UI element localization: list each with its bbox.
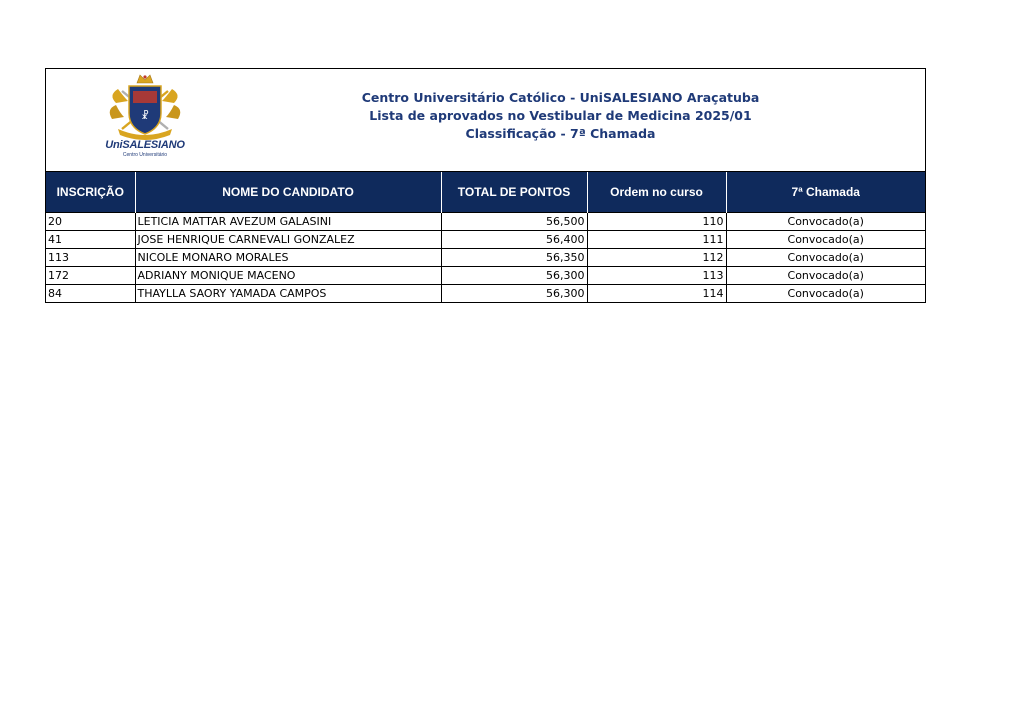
cell-total-pontos: 56,300 bbox=[441, 267, 587, 285]
column-header-total-pontos: TOTAL DE PONTOS bbox=[441, 172, 587, 213]
cell-status: Convocado(a) bbox=[726, 267, 925, 285]
cell-inscricao: 113 bbox=[46, 249, 135, 267]
cell-inscricao: 20 bbox=[46, 213, 135, 231]
cell-status: Convocado(a) bbox=[726, 231, 925, 249]
cell-status: Convocado(a) bbox=[726, 213, 925, 231]
cell-ordem: 114 bbox=[587, 285, 726, 303]
column-header-chamada: 7ª Chamada bbox=[726, 172, 925, 213]
institution-title: Centro Universitário Católico - UniSALESIANO Araçatuba bbox=[361, 90, 760, 105]
cell-status: Convocado(a) bbox=[726, 285, 925, 303]
cell-inscricao: 41 bbox=[46, 231, 135, 249]
cell-ordem: 110 bbox=[587, 213, 726, 231]
table-row bbox=[46, 267, 925, 285]
cell-total-pontos: 56,300 bbox=[441, 285, 587, 303]
cell-inscricao: 84 bbox=[46, 285, 135, 303]
column-header-ordem: Ordem no curso bbox=[587, 172, 726, 213]
cell-nome: THAYLLA SAORY YAMADA CAMPOS bbox=[135, 285, 441, 303]
cell-nome: LETICIA MATTAR AVEZUM GALASINI bbox=[135, 213, 441, 231]
column-header-nome: NOME DO CANDIDATO bbox=[135, 172, 441, 213]
cell-ordem: 112 bbox=[587, 249, 726, 267]
table-row bbox=[46, 285, 925, 303]
cell-status: Convocado(a) bbox=[726, 249, 925, 267]
cell-total-pontos: 56,400 bbox=[441, 231, 587, 249]
cell-nome: NICOLE MONARO MORALES bbox=[135, 249, 441, 267]
cell-ordem: 113 bbox=[587, 267, 726, 285]
classification-title: Classificação - 7ª Chamada bbox=[465, 126, 656, 141]
svg-text:☧: ☧ bbox=[141, 111, 149, 122]
cell-inscricao: 172 bbox=[46, 267, 135, 285]
cell-nome: JOSE HENRIQUE CARNEVALI GONZALEZ bbox=[135, 231, 441, 249]
approved-list-sheet bbox=[45, 68, 926, 303]
document-header bbox=[46, 69, 925, 172]
list-title: Lista de aprovados no Vestibular de Medicina 2025/01 bbox=[369, 108, 752, 123]
logo-wordmark: UniSALESIANO bbox=[105, 139, 185, 151]
cell-total-pontos: 56,350 bbox=[441, 249, 587, 267]
document-titles bbox=[196, 89, 925, 143]
table-row bbox=[46, 213, 925, 231]
cell-ordem: 111 bbox=[587, 231, 726, 249]
logo-subtitle: Centro Universitário bbox=[122, 152, 168, 158]
approved-candidates-table bbox=[46, 172, 925, 302]
cell-total-pontos: 56,500 bbox=[441, 213, 587, 231]
column-header-inscricao: INSCRIÇÃO bbox=[46, 172, 135, 213]
cell-nome: ADRIANY MONIQUE MACENO bbox=[135, 267, 441, 285]
table-row bbox=[46, 231, 925, 249]
table-header-row bbox=[46, 172, 925, 213]
table-row bbox=[46, 249, 925, 267]
